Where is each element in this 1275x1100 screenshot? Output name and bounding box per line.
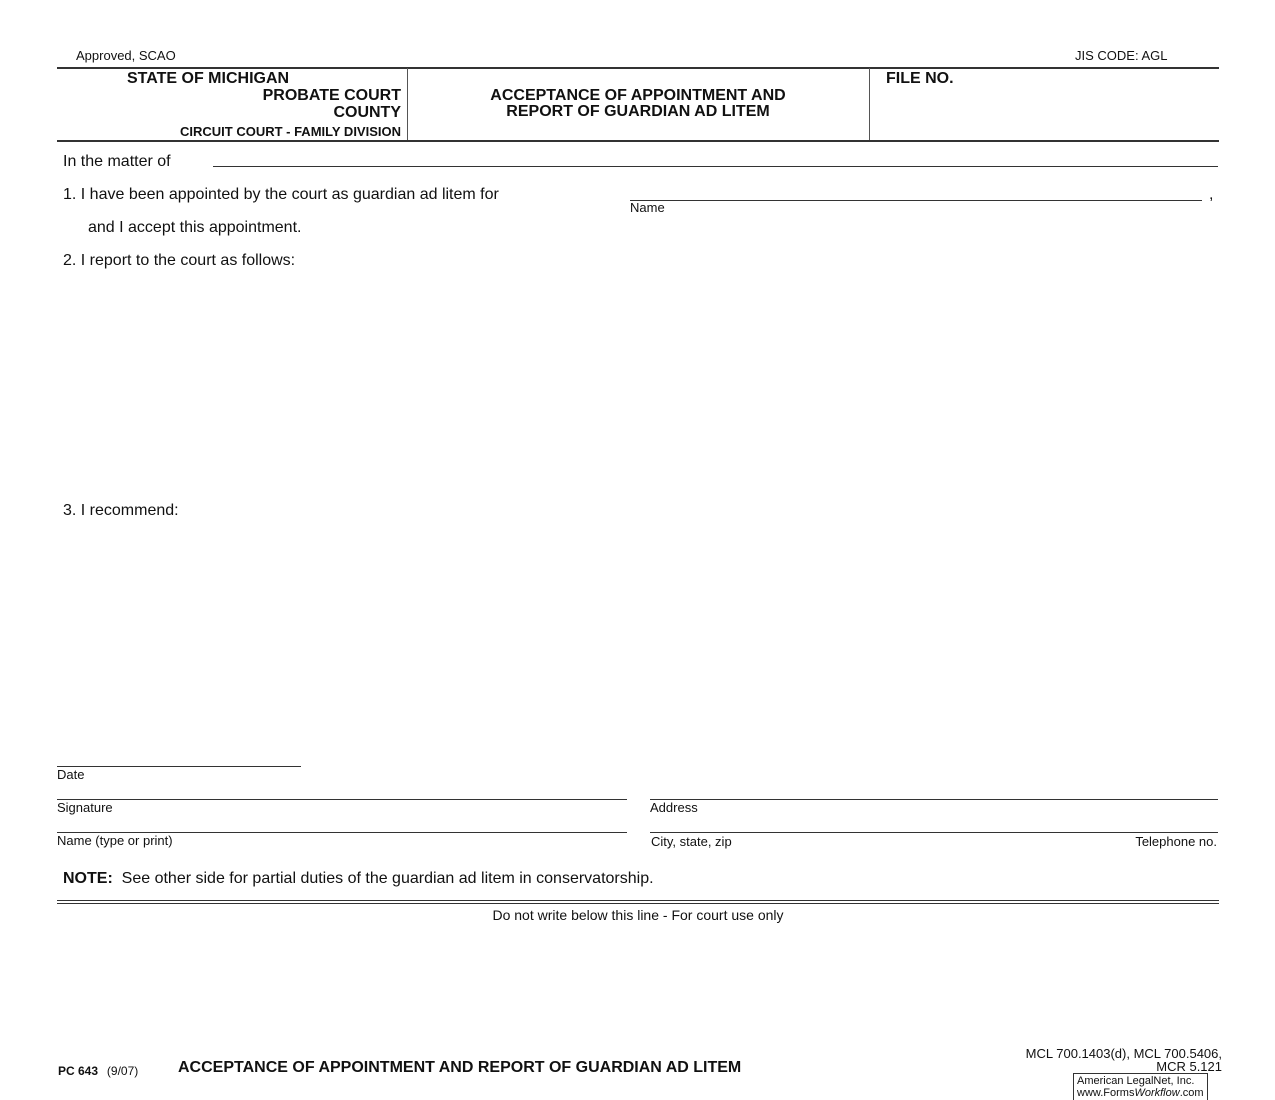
address-caption: Address (650, 800, 698, 815)
item2-text: 2. I report to the court as follows: (63, 252, 296, 269)
court-use-rule (57, 903, 1219, 904)
printed-name-caption: Name (type or print) (57, 833, 173, 848)
note-text: See other side for partial duties of the guardian ad litem in conservatorship. (121, 870, 654, 887)
address-field[interactable] (650, 799, 1218, 800)
form-number: PC 643 (58, 1064, 99, 1078)
mcl-citation: MCL 700.1403(d), MCL 700.5406, (1025, 1046, 1222, 1061)
file-no-label: FILE NO. (886, 70, 954, 87)
website-part: Workflow (1134, 1087, 1180, 1099)
file-no-field[interactable] (880, 90, 1210, 135)
date-caption: Date (57, 767, 85, 782)
county-label: COUNTY (333, 104, 401, 121)
website-part: www.Forms (1077, 1087, 1135, 1099)
date-field[interactable] (57, 766, 301, 767)
publisher-box (1073, 1073, 1208, 1100)
publisher-name: American LegalNet, Inc. (1077, 1075, 1195, 1087)
mcr-citation: MCR 5.121 (1156, 1059, 1222, 1074)
header-bottom-rule (57, 140, 1219, 142)
recommendation-field[interactable] (63, 525, 1213, 745)
note (63, 870, 654, 888)
jis-code: JIS CODE: AGL (1075, 48, 1168, 63)
report-field[interactable] (63, 275, 1213, 490)
footer-form-id (58, 1062, 138, 1080)
website-part: .com (1179, 1087, 1204, 1099)
city-telephone-field[interactable] (650, 832, 1218, 833)
approved-label: Approved, SCAO (76, 48, 176, 63)
ward-name-field[interactable] (630, 200, 1202, 201)
item3-text: 3. I recommend: (63, 502, 179, 519)
comma: , (1209, 186, 1214, 203)
signature-caption: Signature (57, 800, 113, 815)
court-use-label: Do not write below this line - For court use only (492, 907, 784, 923)
circuit-court-label: CIRCUIT COURT - FAMILY DIVISION (179, 124, 401, 139)
item1-text: 1. I have been appointed by the court as guardian ad litem for (63, 186, 499, 203)
divider (869, 68, 870, 140)
note-label: NOTE: (63, 870, 113, 887)
telephone-caption: Telephone no. (1135, 834, 1217, 849)
matter-field[interactable] (213, 166, 1218, 167)
court-use-rule (57, 900, 1219, 901)
probate-court-label: PROBATE COURT (262, 87, 401, 104)
city-caption: City, state, zip (651, 834, 732, 849)
form-title-line1: ACCEPTANCE OF APPOINTMENT AND (490, 87, 786, 104)
footer-title: ACCEPTANCE OF APPOINTMENT AND REPORT OF GUARDIAN AD LITEM (178, 1059, 742, 1076)
header-top-rule (57, 67, 1219, 69)
publisher-website[interactable] (1077, 1087, 1204, 1099)
matter-label: In the matter of (63, 153, 171, 170)
signature-field[interactable] (57, 799, 627, 800)
name-caption: Name (630, 200, 665, 215)
state-label: STATE OF MICHIGAN (127, 70, 290, 87)
form-date: (9/07) (106, 1064, 139, 1078)
item1-continuation: and I accept this appointment. (88, 219, 302, 236)
form-title-line2: REPORT OF GUARDIAN AD LITEM (506, 103, 770, 120)
